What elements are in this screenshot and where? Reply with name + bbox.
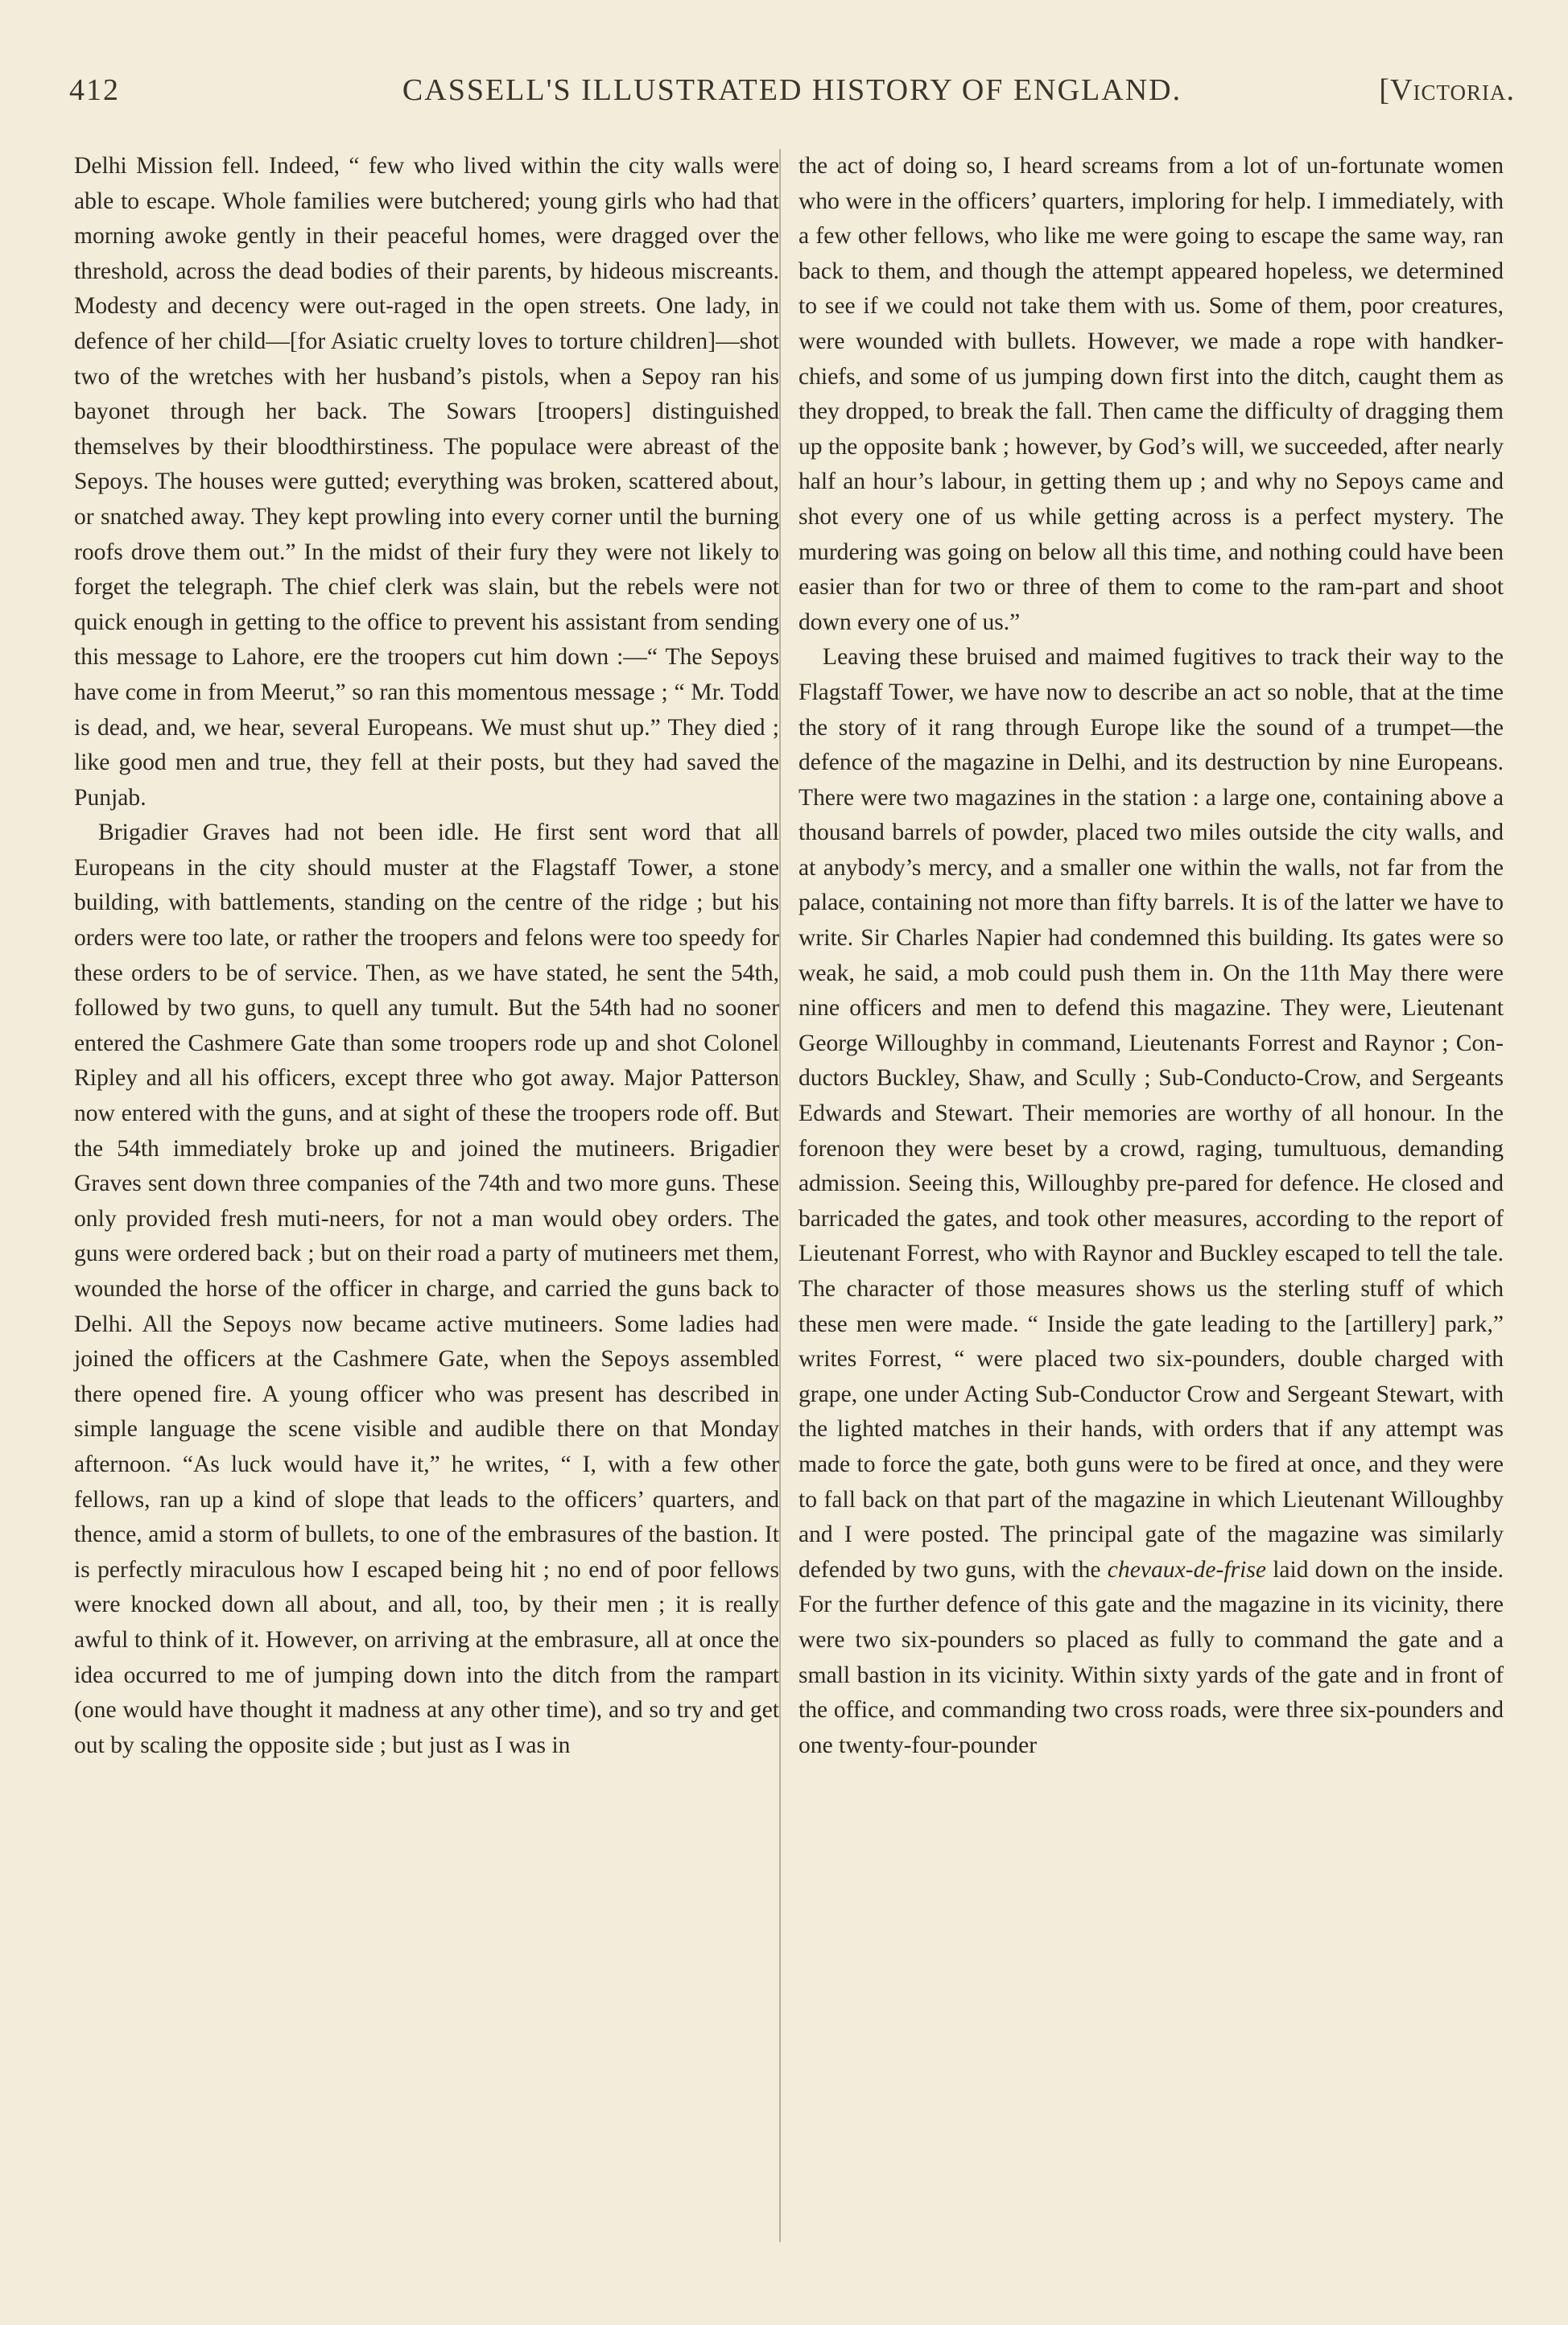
right-paragraph-2-end: laid down on the inside. For the further defence of this gate and the magazine in its vicinity, there were two six-pounders so placed as fully to command the gate and a small bastion in its vicinity. Within sixty yards of the gate and in front of the office, and commanding two cross roads, were three six-pounders and one twenty-four-pounder	[798, 1556, 1504, 1758]
right-paragraph-2	[798, 640, 1504, 1763]
left-paragraph-1: Delhi Mission fell. Indeed, “ few who lived within the city walls were able to escape. Whole families were butchered; young girls who had that morning awoke gently in their peaceful homes, were dragged over the threshold, across the dead bodies of their parents, by hideous miscreants. Modesty and decency were out-raged in the open streets. One lady, in defence of her child—[for Asiatic cruelty loves to torture children]—shot two of the wretches with her husband’s pistols, when a Sepoy ran his bayonet through her back. The Sowars [troopers] distinguished themselves by their bloodthirstiness. The populace were abreast of the Sepoys. The houses were gutted; everything was broken, scattered about, or snatched away. They kept prowling into every corner until the burning roofs drove them out.” In the midst of their fury they were not likely to forget the telegraph. The chief clerk was slain, but the rebels were not quick enough in getting to the office to prevent his assistant from sending this message to Lahore, ere the troopers cut him down :—“ The Sepoys have come in from Meerut,” so ran this momentous message ; “ Mr. Todd is dead, and, we hear, several Europeans. We must shut up.” They died ; like good men and true, they fell at their posts, but they had saved the Punjab.	[74, 153, 779, 811]
left-column	[74, 149, 779, 1763]
italic-term: chevaux-de-frise	[1107, 1556, 1266, 1583]
page-number: 412	[69, 73, 120, 107]
column-divider	[779, 149, 781, 2242]
right-paragraph-2-text: Leaving these bruised and maimed fugitives to track their way to the Flagstaff Tower, we have now to describe an act so noble, that at the time the story of it rang through Europe like the sound of a trumpet—the defence of the magazine in Delhi, and its destruction by nine Europeans. There were two magazines in the station : a large one, containing above a thousand barrels of powder, placed two miles outside the city walls, and at anybody’s mercy, and a smaller one within the walls, not far from the palace, containing not more than fifty barrels. It is of the latter we have to write. Sir Charles Napier had condemned this building. Its gates were so weak, he said, a mob could push them in. On the 11th May there were nine officers and men to defend this magazine. They were, Lieutenant George Willoughby in command, Lieutenants Forrest and Raynor ; Con-ductors Buckley, Shaw, and Scully ; Sub-Conducto-Crow, and Sergeants Edwards and Stewart. Their memories are worthy of all honour. In the forenoon they were beset by a crowd, raging, tumultuous, demanding admission. Seeing this, Willoughby pre-pared for defence. He closed and barricaded the gates, and took other measures, according to the report of Lieutenant Forrest, who with Raynor and Buckley escaped to tell the tale. The character of those measures shows us the sterling stuff of which these men were made. “ Inside the gate leading to the [artillery] park,” writes Forrest, “ were placed two six-pounders, double charged with grape, one under Acting Sub-Conductor Crow and Sergeant Stewart, with the lighted matches in their hands, with orders that if any attempt was made to force the gate, both guns were to be fired at once, and they were to fall back on that part of the magazine in which Lieutenant Willoughby and I were posted. The principal gate of the magazine was similarly defended by two guns, with the	[798, 644, 1504, 1583]
running-title: CASSELL'S ILLUSTRATED HISTORY OF ENGLAND.	[402, 73, 1182, 107]
left-paragraph-2: Brigadier Graves had not been idle. He first sent word that all Europeans in the city should muster at the Flagstaff Tower, a stone building, with battlements, standing on the centre of the ridge ; but his orders were too late, or rather the troopers and felons were too speedy for these orders to be of service. Then, as we have stated, he sent the 54th, followed by two guns, to quell any tumult. But the 54th had no sooner entered the Cashmere Gate than some troopers rode up and shot Colonel Ripley and all his officers, except three who got away. Major Patterson now entered with the guns, and at sight of these the troopers rode off. But the 54th immediately broke up and joined the mutineers. Brigadier Graves sent down three companies of the 74th and two more guns. These only provided fresh muti-neers, for not a man would obey orders. The guns were ordered back ; but on their road a party of mutineers met them, wounded the horse of the officer in charge, and carried the guns back to Delhi. All the Sepoys now became active mutineers. Some ladies had joined the officers at the Cashmere Gate, when the Sepoys assembled there opened fire. A young officer who was present has described in simple language the scene visible and audible there on that Monday afternoon. “As luck would have it,” he writes, “ I, with a few other fellows, ran up a kind of slope that leads to the officers’ quarters, and thence, amid a storm of bullets, to one of the embrasures of the bastion. It is perfectly miraculous how I escaped being hit ; no end of poor fellows were knocked down all about, and all, too, by their men ; it is really awful to think of it. However, on arriving at the embrasure, all at once the idea occurred to me of jumping down into the ditch from the rampart (one would have thought it madness at any other time), and so try and get out by scaling the opposite side ; but just as I was in	[74, 820, 779, 1758]
right-column	[798, 149, 1504, 1763]
section-label: [Victoria.	[1379, 73, 1515, 107]
running-header	[69, 72, 1515, 121]
right-paragraph-1: the act of doing so, I heard screams from a lot of un-fortunate women who were in the officers’ quarters, imploring for help. I immediately, with a few other fellows, who like me were going to escape the same way, ran back to them, and though the attempt appeared hopeless, we determined to see if we could not take them with us. Some of them, poor creatures, were wounded with bullets. However, we made a rope with handker-chiefs, and some of us jumping down first into the ditch, caught them as they dropped, to break the fall. Then came the difficulty of dragging them up the opposite bank ; however, by God’s will, we succeeded, after nearly half an hour’s labour, in getting them up ; and why no Sepoys came and shot every one of us while getting across is a perfect mystery. The murdering was going on below all this time, and nothing could have been easier than for two or three of them to come to the ram-part and shoot down every one of us.”	[798, 153, 1504, 635]
